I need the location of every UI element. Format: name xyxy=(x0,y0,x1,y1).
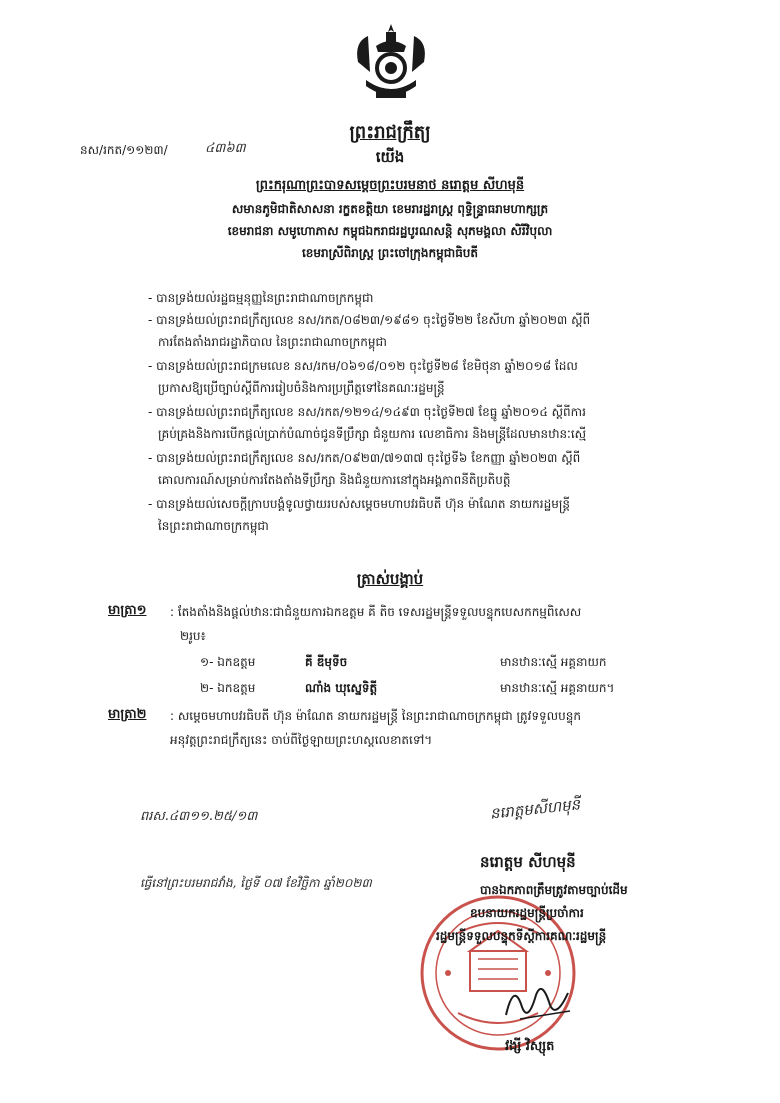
place-date: ធ្វើនៅព្រះបរមរាជវាំង, ថ្ងៃទី ០៧ ខែវិច្ឆិកា ឆ្នាំ២០២៣ xyxy=(140,876,372,890)
consideration-item: - បានទ្រង់យល់ព្រះរាជក្រឹត្យលេខ នស/រកត/០៩២៣/៧១៣៧ ចុះថ្ងៃទី៦ ខែកញ្ញា ឆ្នាំ២០២៣ ស្តីពី xyxy=(148,451,581,465)
countersign-line-2: ឧបនាយករដ្ឋមន្ត្រីប្រចាំការ xyxy=(470,906,584,920)
consideration-item-continuation: ការតែងតាំងរាជរដ្ឋាភិបាល នៃព្រះរាជាណាចក្រកម្ពុជា xyxy=(158,335,387,349)
considerations-list xyxy=(148,290,708,542)
royal-title-line-1: ព្រះករុណាព្រះបាទសម្តេចព្រះបរមនាថ នរោត្តម សីហមុនី xyxy=(255,178,525,193)
consideration-item: - បានទ្រង់យល់រដ្ឋធម្មនុញ្ញនៃព្រះរាជាណាចក្រកម្ពុជា xyxy=(148,291,374,305)
person-2-prefix: ២- ឯកឧត្តម xyxy=(200,681,256,695)
person-2-name: ណាំង ឃុស្នេទិត្តី xyxy=(305,681,378,695)
person-1-name: គី ឌីមុទីច xyxy=(305,655,348,669)
royal-signature: នរោត្តមសីហមុនី xyxy=(489,795,581,823)
consideration-item: - បានទ្រង់យល់ព្រះរាជក្រមលេខ នស/រកម/០៦១៨/០១២ ចុះថ្ងៃទី២៨ ខែមិថុនា ឆ្នាំ២០១៨ ដែល xyxy=(148,359,578,373)
countersign-line-3: រដ្ឋមន្ត្រីទទួលបន្ទុកទីស្តីការគណៈរដ្ឋមន្ត្រី xyxy=(436,929,607,943)
consideration-item: - បានទ្រង់យល់សេចក្តីក្រាបបង្គំទូលថ្វាយរបស់សម្តេចមហាបវរធិបតី ហ៊ុន ម៉ាណែត នាយករដ្ឋមន្ត្រី xyxy=(148,497,571,511)
countersigner-name: វង្សី វិស្សុត xyxy=(505,1039,555,1054)
consideration-item-continuation: ប្រកាសឱ្យប្រើច្បាប់ស្តីពីការរៀបចំនិងការប្រព្រឹត្តទៅនៃគណៈរដ្ឋមន្ត្រី xyxy=(158,381,445,395)
person-2-rank: មានឋានៈស្មើ អគ្គនាយក។ xyxy=(500,681,615,695)
article-2-label: មាត្រា២ xyxy=(108,707,147,722)
handwritten-number: ៤៣៦៣ xyxy=(205,141,246,156)
person-1-prefix: ១- ឯកឧត្តម xyxy=(200,655,256,669)
article-1-text: : តែងតាំងនិងផ្តល់ឋានៈជាជំនួយការឯកឧត្តម គី តិច ទេសរដ្ឋមន្ត្រីទទួលបន្ទុកបេសកកម្មពិសេស xyxy=(170,605,582,619)
article-1-text-cont: ២រូប៖ xyxy=(180,629,206,643)
consideration-item: - បានទ្រង់យល់ព្រះរាជក្រឹត្យលេខ នស/រកត/០៨២៣/១៩៨១ ចុះថ្ងៃទី២២ ខែសីហា ឆ្នាំ២០២៣ ស្តីពី xyxy=(148,313,591,327)
countersigner-signature xyxy=(500,975,580,1025)
royal-title-line-2: សមានភូមិជាតិសាសនា រក្ខតខត្តិយា ខេមរារដ្ឋរាស្ត្រ ពុទ្ធិន្ទ្រាធរាមហាក្សត្រ xyxy=(231,202,549,216)
royal-we: យើង xyxy=(375,148,405,166)
handwritten-reference: ពរស.៤៣១១.២៥/១៣ xyxy=(140,809,258,824)
article-2-text: : សម្តេចមហាបវរធិបតី ហ៊ុន ម៉ាណែត នាយករដ្ឋមន្ត្រី នៃព្រះរាជាណាចក្រកម្ពុជា ត្រូវទទួលបន្ទុក xyxy=(170,709,581,723)
countersign-line-1: បានឯកភាពត្រឹមត្រូវតាមច្បាប់ដើម xyxy=(480,883,628,897)
decree-heading: ត្រាស់បង្គាប់ xyxy=(356,570,424,588)
article-1-label: មាត្រា១ xyxy=(108,603,147,618)
royal-title-line-4: ខេមរាស្រីពិរាស្ត្រ ព្រះចៅក្រុងកម្ពុជាធិបតី xyxy=(301,246,479,260)
article-2-text-cont: អនុវត្តព្រះរាជក្រឹត្យនេះ ចាប់ពីថ្ងៃឡាយព្រះហស្តលេខាតទៅ។ xyxy=(170,733,433,747)
person-1-rank: មានឋានៈស្មើ អគ្គនាយក xyxy=(500,655,607,669)
consideration-item-continuation: គ្រប់គ្រងនិងការបើកផ្តល់ប្រាក់បំណាច់ជូនទីប្រឹក្សា ជំនួយការ លេខាធិការ និងមន្ត្រីដែលមានឋានៈស្មើ xyxy=(158,427,587,441)
consideration-item: - បានទ្រង់យល់ព្រះរាជក្រឹត្យលេខ នស/រកត/១២១៤/១៤៩៣ ចុះថ្ងៃទី២៧ ខែធ្នូ ឆ្នាំ២០១៤ ស្តីពីការ xyxy=(148,405,586,419)
consideration-item-continuation: គោលការណ៍សម្រាប់ការតែងតាំងទីប្រឹក្សា និងជំនួយការនៅក្នុងអង្គភាពនីតិប្រតិបត្តិ xyxy=(158,473,511,487)
reference-number: នស/រកត/១១២៣/ xyxy=(80,143,168,157)
doc-type-title: ព្រះរាជក្រឹត្យ xyxy=(349,122,431,143)
royal-title-line-3: ខេមរាជនា សមូហោភាស កម្ពុជឯករាជរដ្ឋបូរណសន្តិ សុភមង្គលា សិរីវិបុលា xyxy=(227,224,553,238)
consideration-item-continuation: នៃព្រះរាជាណាចក្រកម្ពុជា xyxy=(158,519,269,533)
signer-name: នរោត្តម សីហមុនី xyxy=(480,853,576,871)
royal-emblem xyxy=(346,22,436,104)
